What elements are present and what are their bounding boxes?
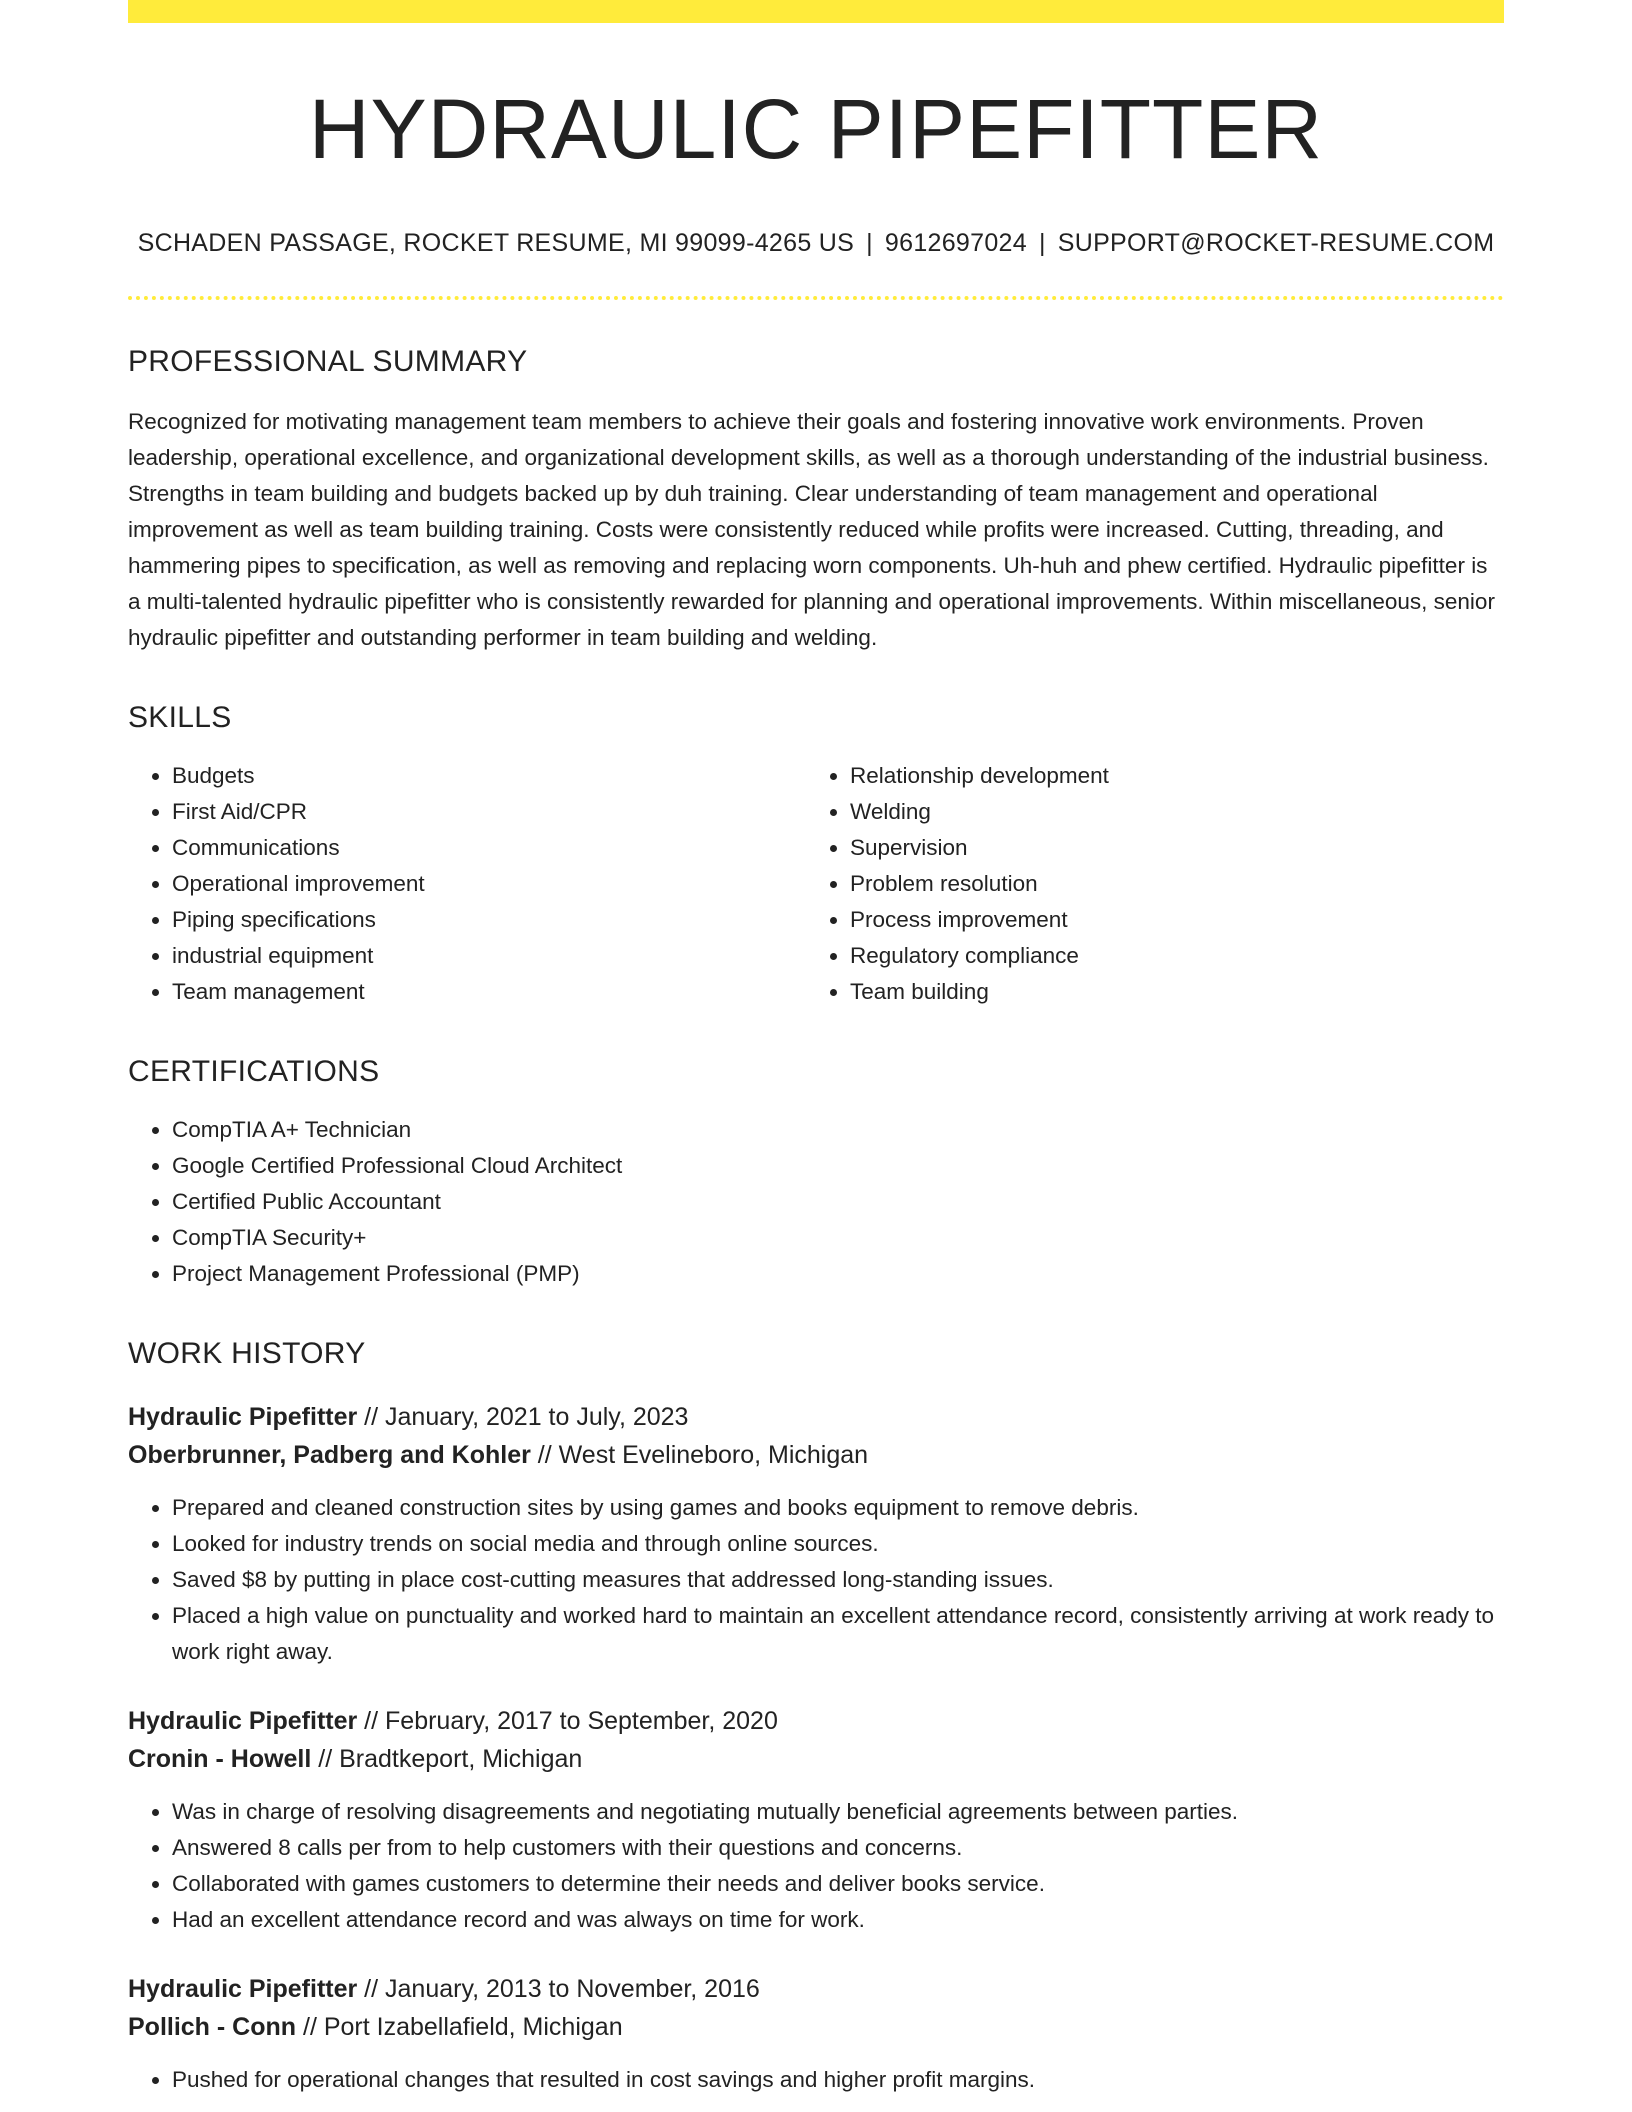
skill-item: • Problem resolution xyxy=(850,866,1484,902)
job-bullets xyxy=(128,1490,1504,1670)
skill-item: • Relationship development xyxy=(850,758,1484,794)
contact-separator: | xyxy=(866,229,873,258)
job-title-line xyxy=(128,1398,1504,1436)
skill-item: • Communications xyxy=(172,830,806,866)
job-bullet: • Had an excellent attendance record and was always on time for work. xyxy=(172,1902,1504,1938)
summary-text: Recognized for motivating management team members to achieve their goals and fostering innovative work environments. Proven leadership, operational excellence, and organizational development skills, as well as a thorough understanding of the industrial business. Strengths in team building and budgets backed up by duh training. Clear understanding of team management and operational improvement as well as team building training. Costs were consistently reduced while profits were increased. Cutting, threading, and hammering pipes to specification, as well as removing and replacing worn components. Uh-huh and phew certified. Hydraulic pipefitter is a multi-talented hydraulic pipefitter who is consistently rewarded for planning and operational improvements. Within miscellaneous, senior hydraulic pipefitter and outstanding performer in team building and welding. xyxy=(128,409,1495,651)
job-bullet: • Prepared and cleaned construction sites by using games and books equipment to remove debris. xyxy=(172,1490,1504,1526)
skill-item: • Welding xyxy=(850,794,1484,830)
skill-item: • Budgets xyxy=(172,758,806,794)
job-location: // Bradtkeport, Michigan xyxy=(311,1745,583,1774)
job-dates: // January, 2021 to July, 2023 xyxy=(357,1403,689,1432)
certification-item: • CompTIA A+ Technician xyxy=(172,1112,1504,1148)
skill-item: • industrial equipment xyxy=(172,938,806,974)
job-dates: // February, 2017 to September, 2020 xyxy=(357,1707,778,1736)
job-bullet: • Pushed for operational changes that resulted in cost savings and higher profit margins. xyxy=(172,2062,1504,2098)
job-bullet: • Collaborated with games customers to determine their needs and deliver books service. xyxy=(172,1866,1504,1902)
job-title-line xyxy=(128,1702,1504,1740)
job-title-line xyxy=(128,1970,1504,2008)
job-role: Hydraulic Pipefitter xyxy=(128,1707,358,1736)
skill-item: • Piping specifications xyxy=(172,902,806,938)
job-entry xyxy=(128,1970,1504,2098)
contact-phone: 9612697024 xyxy=(884,229,1027,258)
job-company-line xyxy=(128,1740,1504,1778)
skills-heading: SKILLS xyxy=(128,701,232,735)
contact-separator: | xyxy=(1038,229,1046,258)
job-bullet: • Placed a high value on punctuality and worked hard to maintain an excellent attendance record, consistently arriving at work ready to work right away. xyxy=(172,1598,1504,1670)
job-bullet: • Looked for industry trends on social media and through online sources. xyxy=(172,1526,1504,1562)
contact-email: SUPPORT@ROCKET-RESUME.COM xyxy=(1057,229,1495,258)
job-company: Pollich - Conn xyxy=(128,2013,297,2042)
job-bullet: • Saved $8 by putting in place cost-cutting measures that addressed long-standing issues. xyxy=(172,1562,1504,1598)
certification-item: • Google Certified Professional Cloud Architect xyxy=(172,1148,1504,1184)
skill-item: • Supervision xyxy=(850,830,1484,866)
job-company: Cronin - Howell xyxy=(128,1745,312,1774)
job-company: Oberbrunner, Padberg and Kohler xyxy=(128,1441,531,1470)
certification-item: • CompTIA Security+ xyxy=(172,1220,1504,1256)
resume-page xyxy=(128,0,1504,2098)
skill-item: • Process improvement xyxy=(850,902,1484,938)
skill-item: • First Aid/CPR xyxy=(172,794,806,830)
certification-item: • Project Management Professional (PMP) xyxy=(172,1256,1504,1292)
job-role: Hydraulic Pipefitter xyxy=(128,1975,358,2004)
job-bullet: • Was in charge of resolving disagreements and negotiating mutually beneficial agreements between parties. xyxy=(172,1794,1504,1830)
work-history-heading: WORK HISTORY xyxy=(128,1337,366,1371)
skill-item: • Team management xyxy=(172,974,806,1010)
job-bullets xyxy=(128,1794,1504,1938)
skills-column-left xyxy=(128,758,806,1010)
job-dates: // January, 2013 to November, 2016 xyxy=(357,1975,760,2004)
skill-item: • Team building xyxy=(850,974,1484,1010)
job-entry xyxy=(128,1398,1504,1670)
job-role: Hydraulic Pipefitter xyxy=(128,1403,358,1432)
skill-item: • Regulatory compliance xyxy=(850,938,1484,974)
job-bullets xyxy=(128,2062,1504,2098)
certifications-list xyxy=(128,1112,1504,1292)
contact-line xyxy=(128,229,1504,258)
resume-name: HYDRAULIC PIPEFITTER xyxy=(308,82,1324,176)
skill-item: • Operational improvement xyxy=(172,866,806,902)
job-location: // Port Izabellafield, Michigan xyxy=(296,2013,623,2042)
job-company-line xyxy=(128,1436,1504,1474)
job-location: // West Evelineboro, Michigan xyxy=(530,1441,869,1470)
skills-list xyxy=(128,736,1504,1010)
certification-item: • Certified Public Accountant xyxy=(172,1184,1504,1220)
job-entry xyxy=(128,1702,1504,1938)
dotted-divider xyxy=(128,296,1504,300)
job-bullet: • Answered 8 calls per from to help customers with their questions and concerns. xyxy=(172,1830,1504,1866)
summary-heading: PROFESSIONAL SUMMARY xyxy=(128,345,528,379)
contact-address: SCHADEN PASSAGE, ROCKET RESUME, MI 99099-4265 US xyxy=(137,229,855,258)
skills-column-right xyxy=(806,758,1484,1010)
accent-top-bar xyxy=(128,0,1504,23)
certifications-heading: CERTIFICATIONS xyxy=(128,1055,380,1089)
job-company-line xyxy=(128,2008,1504,2046)
